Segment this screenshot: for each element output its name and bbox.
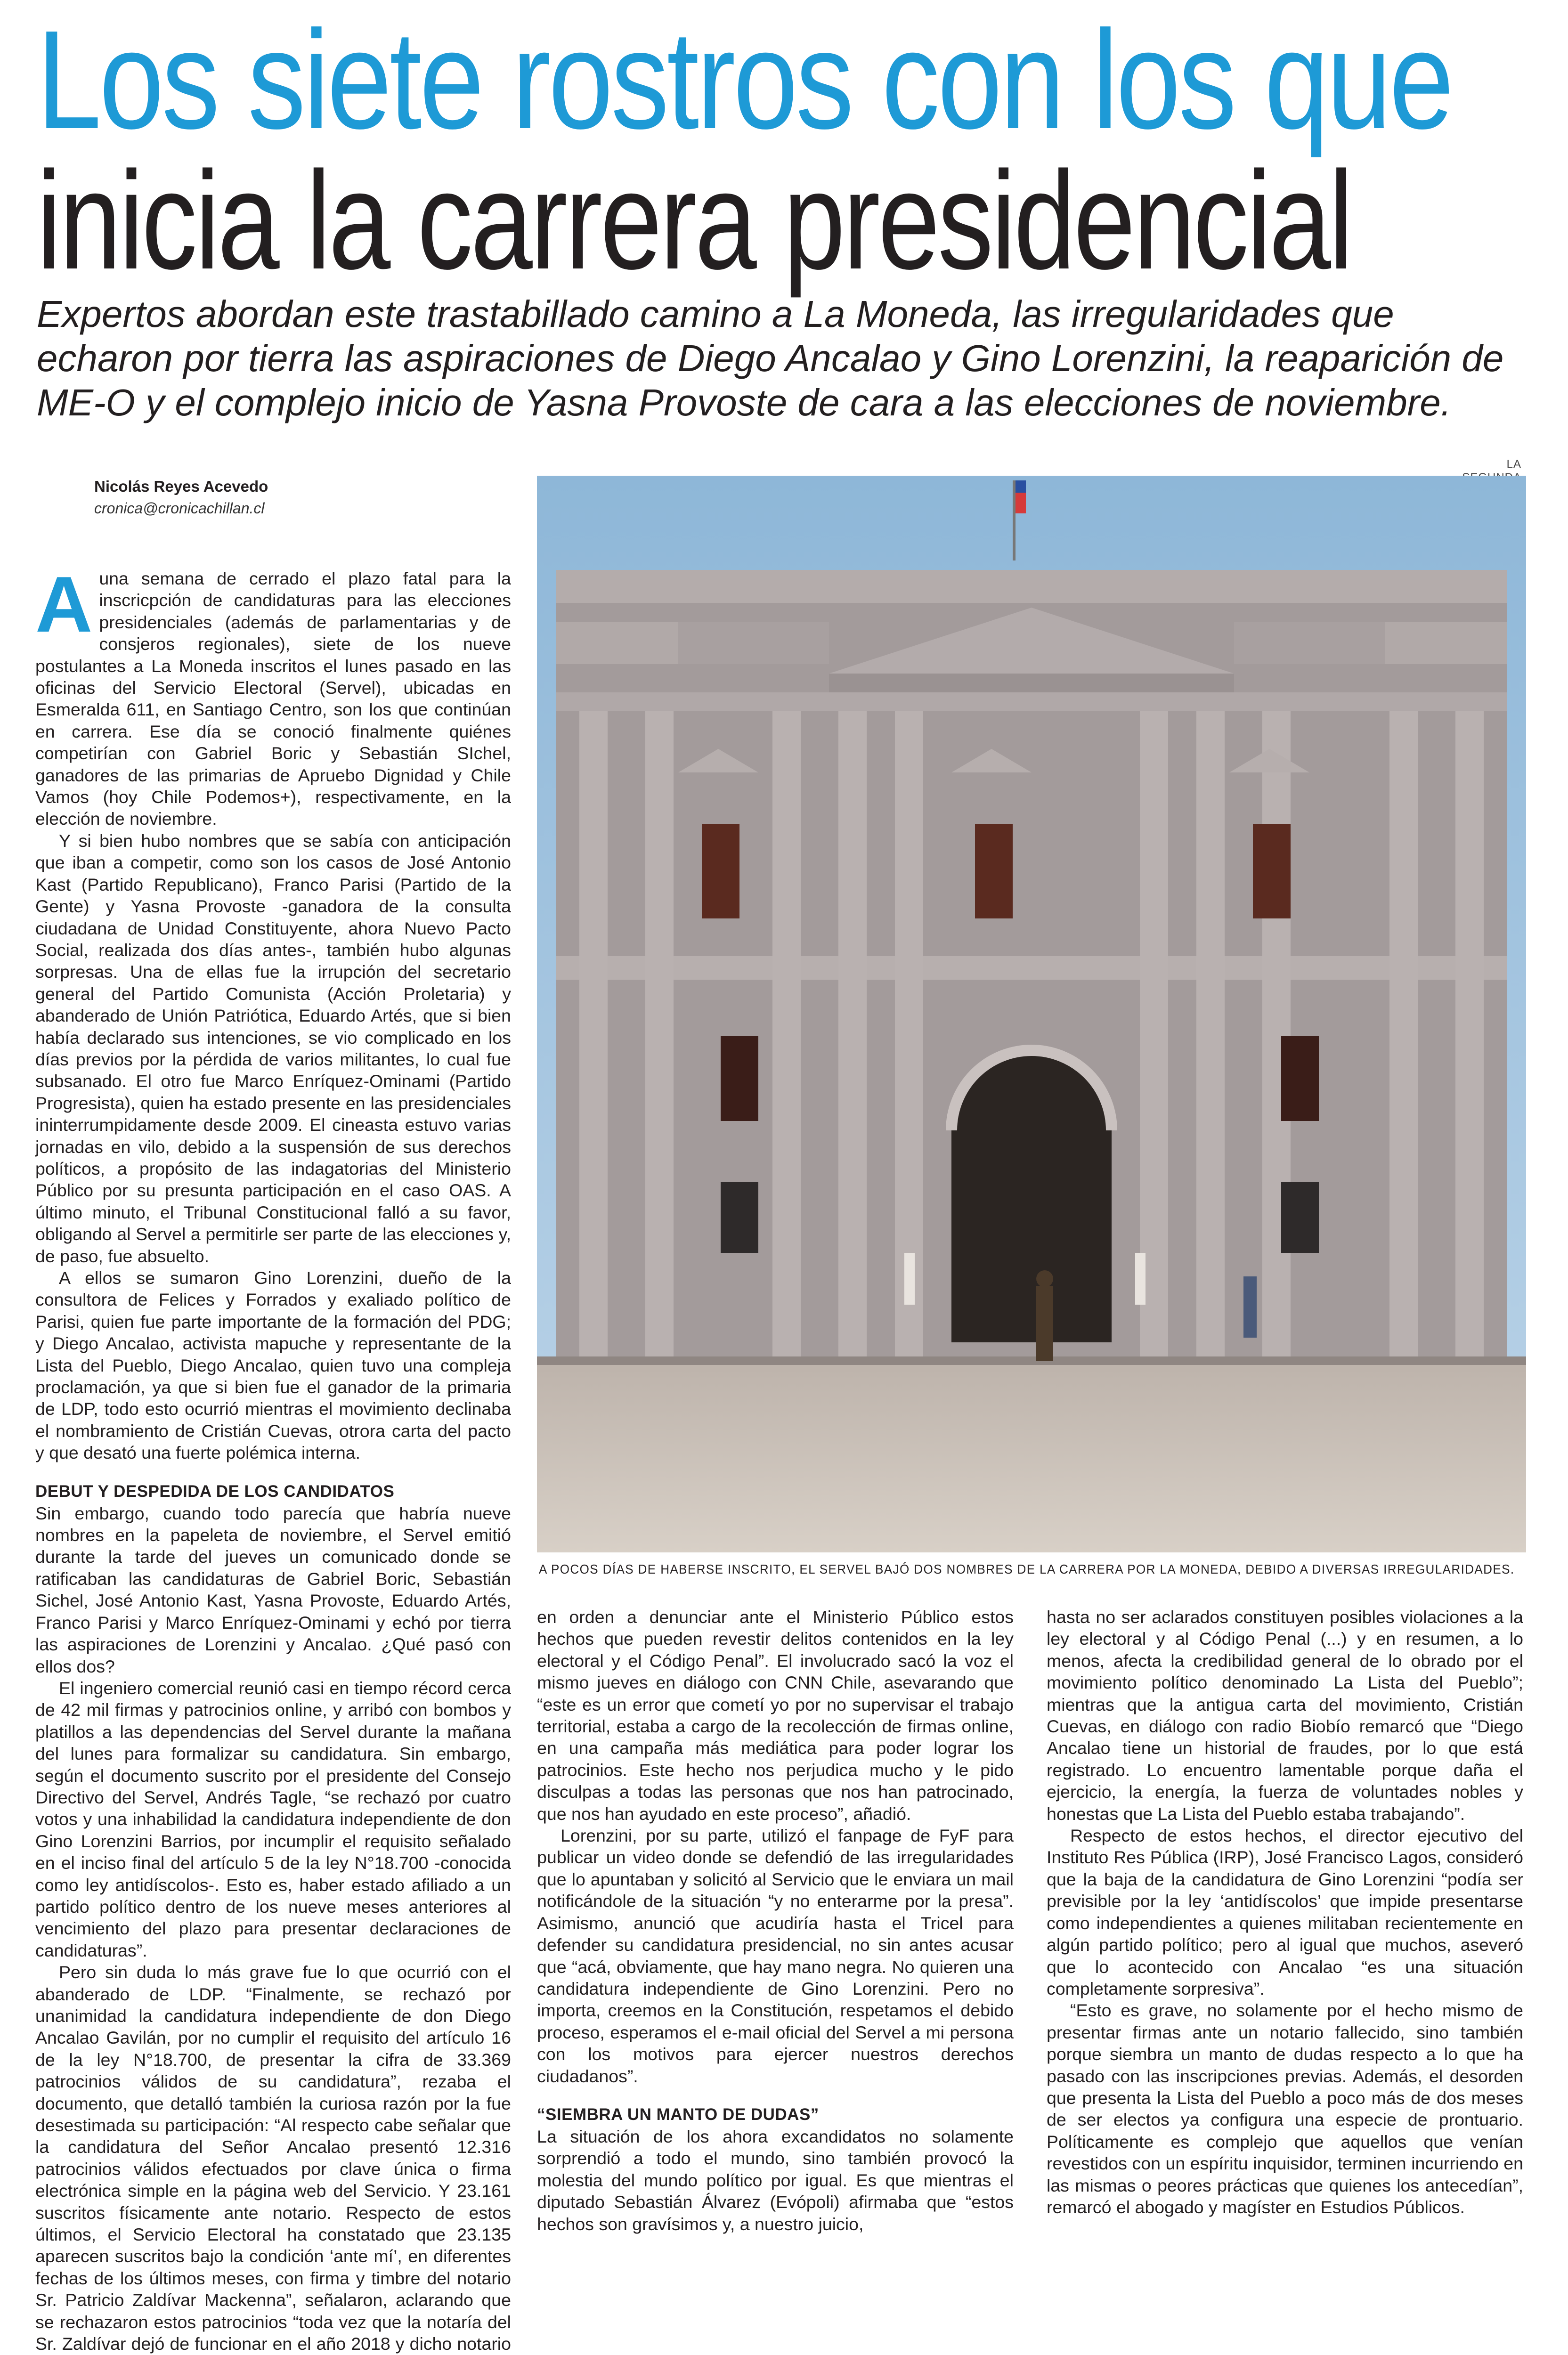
- subhead-dudas: “SIEMBRA UN MANTO DE DUDAS”: [537, 2105, 819, 2124]
- subhead-debut: DEBUT Y DESPEDIDA DE LOS CANDIDATOS: [35, 1482, 395, 1501]
- headline-line-1: Los siete rostros con los que: [37, 1, 1452, 158]
- article-column-3: [1047, 1606, 1523, 2218]
- headline-line-2: inicia la carrera presidencial: [37, 142, 1352, 298]
- article-paragraph: Respecto de estos hechos, el director ejecutivo del Instituto Res Pública (IRP), José Francisco Lagos, consideró que la baja de la candidatura de Gino Lorenzini “podía ser previsible por la ley ‘antidíscolos’ que impide presentarse como independientes a quienes militaban recientemente en algún partido político; pero al igual que muchos, aseveró que lo acontecido con Ancalao “es una situación completamente sorpresiva”.: [1047, 1826, 1523, 1998]
- la-moneda-photo: [537, 476, 1526, 1552]
- article-column-2: [537, 1606, 1014, 2235]
- photo-credit: LA: [1506, 458, 1521, 471]
- article-paragraph: Lorenzini, por su parte, utilizó el fanpage de FyF para publicar un video donde se defendió de las irregularidades que lo apuntaban y solicitó al Servicio que le enviara un mail notificándole de la situación “y no enterarme por la presa”. Asimismo, anunció que acudiría hasta el Tricel para defender su candidatura presidencial, no sin antes acusar que “acá, obviamente, que hay mano negra. No quieren una candidatura independiente de Gino Lorenzini. Pero no importa, creemos en la Constitución, respetamos el debido proceso, esperamos el e-mail oficial del Servel a mi persona con los motivos para ejercer nuestros derechos ciudadanos”.: [537, 1826, 1014, 2086]
- paragraph-text: una semana de cerrado el plazo fatal para la inscricpción de candidaturas para las elecciones presidenciales (además de parlamentarias y de consjeros regionales), siete de los nueve postulantes a La Moneda inscritos el lunes pasado en las oficinas del Servicio Electoral (Servel), ubicadas en Esmeralda 611, en Santiago Centro, son los que continúan en carrera. Ese día se conoció finalmente quiénes competirían con Gabriel Boric y Sebastián SIchel, ganadores de las primarias de Apruebo Dignidad y Chile Vamos (hoy Chile Podemos+), respectivamente, en la elección de noviembre.: [35, 568, 511, 829]
- article-paragraph: La situación de los ahora excandidatos no solamente sorprendió a todo el mundo, sino también provocó la molestia del mundo político por igual. Es que mientras el diputado Sebastián Álvarez (Evópoli) afirmaba que “estos hechos son gravísimos y, a nuestro juicio,: [537, 2126, 1014, 2234]
- author-email: cronica@cronicachillan.cl: [94, 500, 265, 517]
- article-deck: Expertos abordan este trastabillado camino a La Moneda, las irregularidades que echaron por tierra las aspiraciones de Diego Ancalao y Gino Lorenzini, la reaparición de ME-O y el complejo inicio de Yasna Provoste de cara a las elecciones de noviembre.: [37, 293, 1504, 423]
- byline: [94, 476, 377, 519]
- article-paragraph: “Esto es grave, no solamente por el hecho mismo de presentar firmas ante un notario fallecido, sino también porque siembra un manto de dudas respecto a lo que ha pasado con las inscripciones previas. Además, el desorden que presenta la Lista del Pueblo a poco más de dos meses de ser electos ya configura una especie de prontuario. Políticamente es complejo que aquellos que venían revestidos con un espíritu inquisidor, terminen incurriendo en las mismas o peores prácticas que quienes los antecedían”, remarcó el abogado y magíster en Estudios Públicos.: [1047, 2000, 1523, 2217]
- author-name: Nicolás Reyes Acevedo: [94, 478, 268, 495]
- article-paragraph: El ingeniero comercial reunió casi en tiempo récord cerca de 42 mil firmas y patrocinios online, y arribó con bombos y platillos a las dependencias del Servel durante la mañana del lunes para formalizar su candidatura. Sin embargo, según el documento suscrito por el presidente del Consejo Directivo del Servel, Andrés Tagle, “se rechazó por cuatro votos y una inhabilidad la candidatura independiente de don Gino Lorenzini Barrios, por incumplir el requisito señalado en el inciso final del artículo 5 de la ley N°18.700 -conocida como ley antidíscolos-. Esto es, haber estado afiliado a un partido político dentro de los nueve meses anteriores al vencimiento del plazo para presentar declaraciones de candidaturas”.: [35, 1678, 511, 1960]
- article-paragraph: en orden a denunciar ante el Ministerio Público estos hechos que pueden revestir delitos contenidos en la ley electoral y el Código Penal”. El involucrado sacó la voz el mismo jueves en diálogo con CNN Chile, asevarando que “este es un error que cometí yo por no supervisar el trabajo territorial, estaba a cargo de la recolección de firmas online, en una campaña más mediática para poder lograr los patrocinios. Este hecho nos perjudica mucho y le pido disculpas a todas las personas que nos han patrocinado, que nos han ayudado en este proceso”, añadió.: [537, 1607, 1014, 1824]
- drop-cap: A: [35, 560, 93, 649]
- article-paragraph: Pero sin duda lo más grave fue lo que ocurrió con el abanderado de LDP. “Finalmente, se rechazó por unanimidad la candidatura independiente de don Diego Ancalao Gavilán, por no cumplir el requisito del artículo 16 de la ley N°18.700, de presentar la cifra de 33.369 patrocinios válidos de su candidatura”, rezaba el documento, que detalló también la curiosa razón por la fue desestimada su participación: “Al respecto cabe señalar que la candidatura del Señor Ancalao presentó 12.316 patrocinios válidos efectuados por clave única o firma electrónica simple en la página web del Servicio. Y 23.161 suscritos físicamente ante notario. Respecto de estos últimos, el Servicio Electoral ha constatado que 23.135 aparecen suscritos bajo la condición ‘ante mí’, en diferentes fechas de los últimos meses, con firma y timbre del notario Sr. Patricio Zaldívar Mackenna”, señalaron, aclarando que se rechazaron estos patrocinios “toda vez que la notaría del Sr. Zaldívar dejó de funcionar en el año 2018 y dicho notario: [35, 1962, 511, 2354]
- article-paragraph: A ellos se sumaron Gino Lorenzini, dueño de la consultora de Felices y Forrados y exaliado político de Parisi, quien fue parte importante de la formación del PDG; y Diego Ancalao, activista mapuche y representante de la Lista del Pueblo, Diego Ancalao, quien tuvo una compleja proclamación, ya que si bien fue el ganador de la primaria de LDP, todo esto ocurrió mientras el movimiento declinaba el nombramiento de Cristián Cuevas, otrora carta del pacto y que desató una fuerte polémica interna.: [35, 1268, 511, 1463]
- article-paragraph: [35, 560, 511, 830]
- photo-caption: A POCOS DÍAS DE HABERSE INSCRITO, EL SERVEL BAJÓ DOS NOMBRES DE LA CARRERA POR LA MONEDA, DEBIDO A DIVERSAS IRREGULARIDADES.: [539, 1562, 1515, 1576]
- article-paragraph: Y si bien hubo nombres que se sabía con anticipación que iban a competir, como son los casos de José Antonio Kast (Partido Republicano), Franco Parisi (Partido de la Gente) y Yasna Provoste -ganadora de la consulta ciudadana de Unidad Constituyente, ahora Nuevo Pacto Social, realizada dos días antes-, también hubo algunas sorpresas. Una de ellas fue la irrupción del secretario general del Partido Comunista (Acción Proletaria) y abanderado de Unión Patriótica, Eduardo Artés, que si bien había declarado sus intenciones, se vio complicado en los días previos por la pérdida de varios militantes, lo cual fue subsanado. El otro fue Marco Enríquez-Ominami (Partido Progresista), quien ha estado presente en las presidenciales ininterrumpidamente desde 2009. El cineasta estuvo varias jornadas en vilo, debido a la suspensión de sus derechos políticos, a propósito de las indagatorias del Ministerio Público por su presunta participación en el caso OAS. A último minuto, el Tribunal Constitucional falló a su favor, obligando al Servel a permitirle ser parte de las elecciones y, de paso, fue absuelto.: [35, 830, 511, 1266]
- article-paragraph: hasta no ser aclarados constituyen posibles violaciones a la ley electoral y al Código Penal (...) y en resumen, a lo menos, afecta la credibilidad general de lo obrado por el movimiento político denominado La Lista del Pueblo”; mientras que la antigua carta del movimiento, Cristián Cuevas, en diálogo con radio Biobío remarcó que “Diego Ancalao tiene un historial de fraudes, por lo que está registrado. Lo encuentro lamentable porque daña el ejercicio, la energía, la fuerza de voluntades nobles y honestas que La Lista del Pueblo estaba trabajando”.: [1047, 1607, 1523, 1824]
- article-paragraph: Sin embargo, cuando todo parecía que habría nueve nombres en la papeleta de noviembre, el Servel emitió durante la tarde del jueves un comunicado donde se ratificaban las candidaturas de Gabriel Boric, Sebastián Sichel, José Antonio Kast, Yasna Provoste, Eduardo Artés, Franco Parisi y Marco Enríquez-Ominami y echó por tierra las aspiraciones de Lorenzini y Ancalao. ¿Qué pasó con ellos dos?: [35, 1503, 511, 1676]
- article-column-1: [35, 560, 511, 2355]
